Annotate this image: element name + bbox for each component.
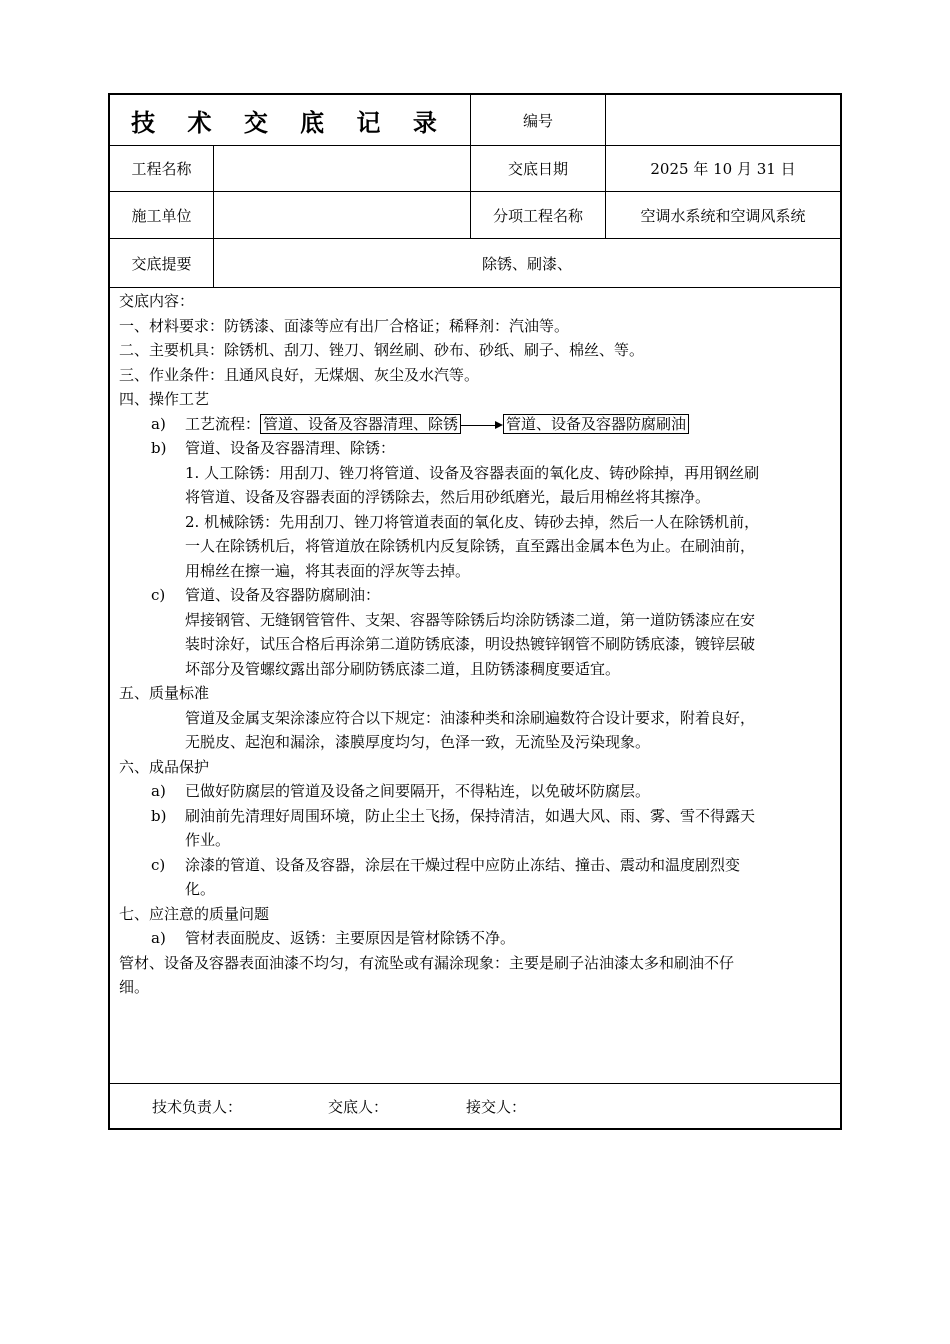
date-label: 交底日期 <box>507 160 568 178</box>
presenter-signature: 交底人： <box>328 1098 389 1116</box>
section-tools: 二、主要机具：除锈机、刮刀、锉刀、钢丝刷、砂布、砂纸、刷子、棉丝、等。 <box>119 341 645 359</box>
issue-line: 细。 <box>119 978 150 996</box>
row-divider <box>109 1083 841 1084</box>
derusting-item <box>119 436 835 461</box>
protection-item <box>119 804 835 829</box>
receiver-signature: 接交人： <box>466 1098 527 1116</box>
briefing-content <box>119 289 835 1000</box>
machine-derusting-line: 一人在除锈机后，将管道放在除锈机内反复除锈，直至露出金属本色为止。在刷油前， <box>185 537 756 555</box>
process-flow-step-2: 管道、设备及容器防腐刷油 <box>503 414 689 434</box>
issue-line: 管材、设备及容器表面油漆不均匀，有流坠或有漏涂现象：主要是刷子沾油漆太多和刷油不仔 <box>119 953 735 972</box>
section-materials: 一、材料要求：防锈漆、面漆等应有出厂合格证；稀释剂：汽油等。 <box>119 316 570 335</box>
protection-text: 已做好防腐层的管道及设备之间要隔开，不得粘连，以免破坏防腐层。 <box>185 782 651 800</box>
tech-lead-signature: 技术负责人： <box>152 1098 243 1116</box>
contractor-label: 施工单位 <box>131 206 192 225</box>
section-quality: 五、质量标准 <box>119 684 210 702</box>
protection-text: 刷油前先清理好周围环境，防止尘土飞扬，保持清洁，如遇大风、雨、雾、雪不得露天 <box>185 806 756 825</box>
item-marker: b) <box>151 439 167 457</box>
flow-arrow-icon <box>461 419 503 431</box>
subproject-label: 分项工程名称 <box>492 206 583 225</box>
section-process: 四、操作工艺 <box>119 390 210 408</box>
item-marker: b) <box>151 806 167 825</box>
row-divider <box>109 287 841 288</box>
process-flow-text <box>185 412 835 437</box>
process-flow-item <box>119 412 835 437</box>
process-flow-step-1: 管道、设备及容器清理、除锈 <box>260 414 461 434</box>
section-protection: 六、成品保护 <box>119 757 210 776</box>
derusting-title: 管道、设备及容器清理、除锈： <box>185 439 396 457</box>
quality-line: 管道及金属支架涂漆应符合以下规定：油漆种类和涂刷遍数符合设计要求，附着良好， <box>185 708 756 727</box>
painting-line: 装时涂好，试压合格后再涂第二道防锈底漆，明设热镀锌钢管不刷防锈底漆，镀锌层破 <box>185 635 756 653</box>
section-conditions: 三、作业条件：且通风良好，无煤烟、灰尘及水汽等。 <box>119 365 480 384</box>
protection-text-cont: 作业。 <box>185 831 231 849</box>
painting-line: 焊接钢管、无缝钢管管件、支架、容器等除锈后均涂防锈漆二道，第一道防锈漆应在安 <box>185 610 756 629</box>
content-heading: 交底内容： <box>119 292 195 310</box>
number-value <box>606 95 840 145</box>
signature-row <box>152 1096 526 1117</box>
painting-item <box>119 583 835 608</box>
machine-derusting-line: 用棉丝在擦一遍，将其表面的浮灰等去掉。 <box>185 561 471 580</box>
item-marker: a) <box>151 782 166 800</box>
protection-text: 涂漆的管道、设备及容器，涂层在干燥过程中应防止冻结、撞击、震动和温度剧烈变 <box>185 855 741 874</box>
protection-text-cont: 化。 <box>185 880 216 898</box>
item-marker: c) <box>151 855 166 874</box>
issue-text: 管材表面脱皮、返锈：主要原因是管材除锈不净。 <box>185 929 516 947</box>
item-marker: a) <box>151 414 166 433</box>
quality-line: 无脱皮、起泡和漏涂，漆膜厚度均匀，色泽一致，无流坠及污染现象。 <box>185 733 651 751</box>
subproject-value: 空调水系统和空调风系统 <box>640 206 806 225</box>
project-name-label: 工程名称 <box>131 160 192 178</box>
painting-title: 管道、设备及容器防腐刷油： <box>185 586 381 604</box>
summary-label: 交底提要 <box>131 254 192 273</box>
number-label: 编号 <box>522 111 553 130</box>
item-marker: c) <box>151 586 166 604</box>
protection-item <box>119 853 835 878</box>
manual-derusting-line: 1. 人工除锈：用刮刀、锉刀将管道、设备及容器表面的氧化皮、铸砂除掉，再用钢丝刷 <box>185 463 760 482</box>
protection-item <box>119 779 835 804</box>
project-name-value <box>214 146 470 191</box>
section-issues: 七、应注意的质量问题 <box>119 904 270 923</box>
item-marker: a) <box>151 929 166 947</box>
machine-derusting-line: 2. 机械除锈：先用刮刀、锉刀将管道表面的氧化皮、铸砂去掉，然后一人在除锈机前， <box>185 512 760 531</box>
process-flow-label: 工艺流程： <box>185 414 261 433</box>
manual-derusting-line: 将管道、设备及容器表面的浮锈除去，然后用砂纸磨光，最后用棉丝将其擦净。 <box>185 488 711 506</box>
document-title: 技 术 交 底 记 录 <box>131 107 449 137</box>
painting-line: 坏部分及管螺纹露出部分刷防锈底漆二道，且防锈漆稠度要适宜。 <box>185 659 621 678</box>
issue-item <box>119 926 835 951</box>
date-value: 2025 年 10 月 31 日 <box>650 160 796 178</box>
summary-value: 除锈、刷漆、 <box>481 254 572 273</box>
contractor-value <box>214 192 470 238</box>
